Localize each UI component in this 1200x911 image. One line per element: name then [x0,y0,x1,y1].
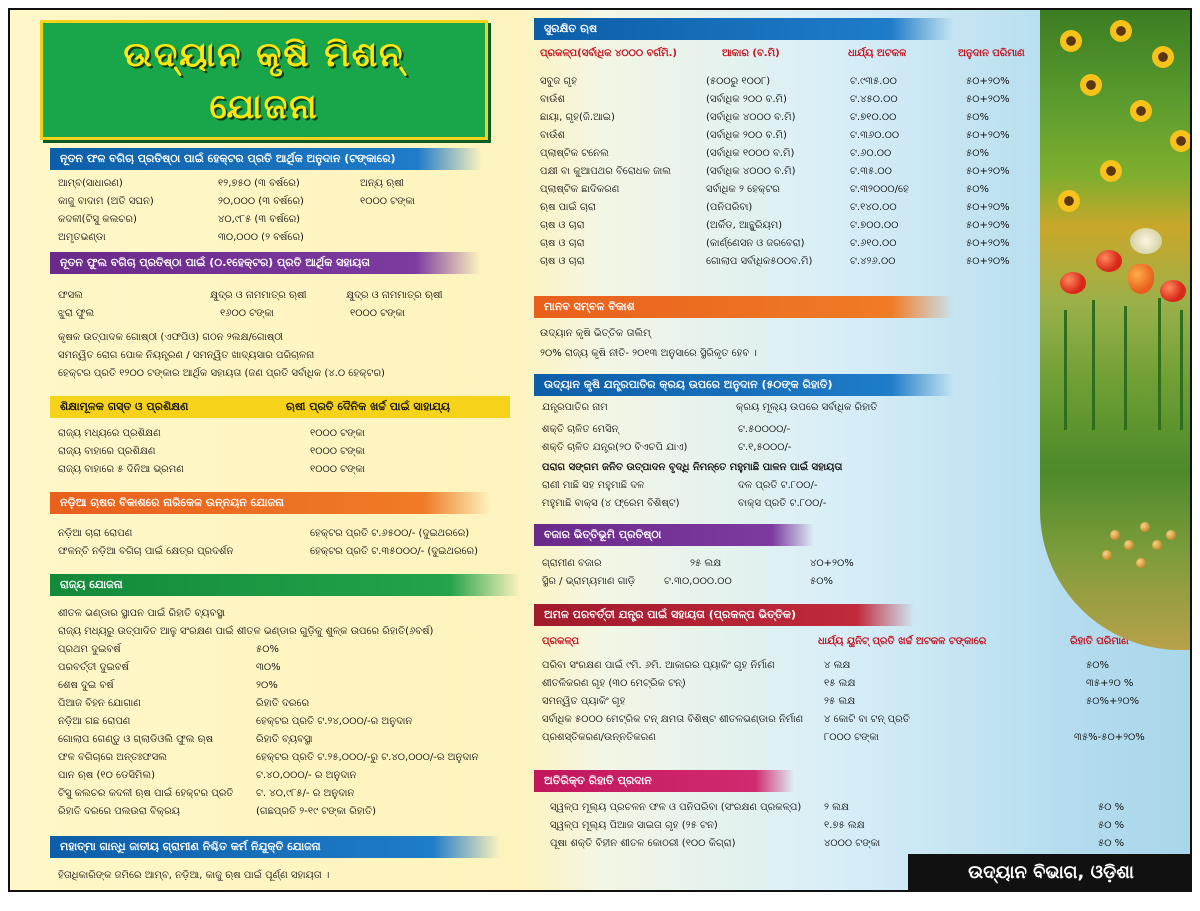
equipment-col-discount: କ୍ରୟ ମୂଲ୍ୟ ଉପରେ ସର୍ବାଧିକ ରିହାତି [736,402,878,413]
market-value: ଟ.୩୦,୦୦୦.୦୦ [664,576,732,587]
market-name: ଗ୍ରାମୀଣ ବଜାର [542,558,602,569]
palm-fruit-icon [1140,522,1150,532]
protected-size: (ସର୍ବାଧିକ ୨୦୦ ବ.ମି) [706,94,787,105]
beekeeping-value: ବାକ୍ସ ପ୍ରତି ଟ.୮୦୦/- [738,498,827,509]
state-value: ରିହାତି ବ୍ୟବସ୍ଥା [256,734,313,745]
postharvest-subsidy: ୩୫+୨୦ % [1086,678,1134,689]
state-value: ୨୦% [256,680,278,691]
fruit-name: କଦଳୀ(ଟିସୁ କଲଚର) [58,214,137,225]
training-heading-left: ଶିକ୍ଷାମୂଳକ ଗସ୍ତ ଓ ପ୍ରଶିକ୍ଷଣ [60,400,189,413]
postharvest-name: ଶୀତଳିକରଣ ଗୃହ (୩୦ ମେଟ୍ରିକ ଟନ୍) [542,678,686,689]
postharvest-value: ୮୦୦୦ ଟଙ୍କା [824,732,879,743]
beekeeping-name: ରାଣୀ ମାଛି ସହ ମହୁମାଛି ଦଳ [542,480,645,491]
training-value: ୧୦୦୦ ଟଙ୍କା [310,428,365,439]
footer-department: ଉଦ୍ୟାନ ବିଭାଗ, ଓଡ଼ିଶା [908,854,1192,892]
state-value: ହେକ୍ଟର ପ୍ରତି ଟ.୨୫,୦୦୦/-ରୁ ଟ.୪୦,୦୦୦/-ର ଅନୁଦାନ [256,752,479,763]
state-value: ରିହାତି ଦରରେ [256,698,310,709]
section-market-heading: ବଜାର ଭିତ୍ତିଭୂମି ପ୍ରତିଷ୍ଠା [534,524,814,546]
training-name: ରାଜ୍ୟ ବାହାରେ ୫ ଦିନିଆ ଭ୍ରମଣ [58,464,184,475]
palm-fruit-icon [1110,530,1120,540]
section-state-scheme-heading: ରାଜ୍ୟ ଯୋଜନା [50,574,520,596]
protected-subsidy: ୫୦% [966,112,989,123]
corn-stalk [1064,310,1067,430]
other-farmer-label: ଅନ୍ୟ ଋଷୀ [360,178,404,189]
coconut-value: ହେକ୍ଟର ପ୍ରତି ଟ.୩୫୦୦୦/- (ଦୁଇଥରରେ) [310,546,479,557]
protected-name: ଚାଷ ଓ ଚାରା [540,220,585,231]
coconut-value: ହେକ୍ଟର ପ୍ରତି ଟ.୬୫୦୦/- (ଦୁଇଥରରେ) [310,528,470,539]
title-box [40,20,488,140]
ipm-line: ସମନ୍ୱିତ ରୋଗ ପୋକ ନିୟନ୍ତ୍ରଣ / ସମନ୍ୱିତ ଖାଦ୍ୟସାର ପରିଚାଳନା [58,350,315,361]
protected-size: (ସର୍ବାଧିକ ୨୦୦ ବ.ମି) [706,130,787,141]
market-value: ୨୫ ଲକ୍ଷ [690,558,722,569]
fruit-value: ୪୦,୯୮୫ (୩ ବର୍ଷରେ) [218,214,301,225]
protected-cost: ଟ.୪୫୦.୦୦ [850,94,898,105]
hrd-line: ଉଦ୍ୟାନ କୃଷି ଭିତ୍ତିକ ତାଲିମ୍ [540,328,651,339]
poster [8,8,1192,892]
training-name: ରାଜ୍ୟ ବାହାରେ ପ୍ରଶିକ୍ଷଣ [58,446,156,457]
flower-col-crop: ଫସଲ [58,290,83,301]
fruit-name: ଅମୃତଭଣ୍ଡା [58,232,106,243]
extra-subsidy: ୫୦ % [1098,838,1125,849]
protected-cost: ଟ.୬୦.୦୦ [850,148,892,159]
protected-cost: ଟ.୩୫.୦୦ [850,166,892,177]
protected-col-subsidy: ଅନୁଦାନ ପରିମାଣ [958,48,1025,59]
state-name: ପିଆଜ ବିହନ ଯୋଗାଣ [58,698,141,709]
beekeeping-value: ଦଳ ପ୍ରତି ଟ.୮୦୦/- [738,480,818,491]
postharvest-subsidy: ୫୦% [1086,660,1109,671]
protected-cost: ଟ.୭୧୦.୦୦ [850,112,897,123]
section-protected-heading: ସୁରକ୍ଷିତ ଋଷ [534,18,954,40]
flower-value-small: ୧୬୦୦ ଟଙ୍କା [220,308,275,319]
state-value: ୩୦% [256,662,281,673]
palm-fruit-icon [1124,540,1134,550]
protected-name: ପ୍ଲାଷ୍ଟିକ ଛାଦିକରଣ [540,184,620,195]
training-value: ୧୦୦୦ ଟଙ୍କା [310,446,365,457]
protected-size: (ଅର୍କିଡ, ଆନ୍ଥୁରିୟମ) [706,220,783,231]
protected-size: (ସର୍ବାଧିକ ୪୦୦୦ ବ.ମି) [706,166,796,177]
title-line-1: ଉଦ୍ୟାନ କୃଷି ମିଶନ୍ [123,35,405,75]
section-equipment-heading: ଉଦ୍ୟାନ କୃଷି ଯନ୍ତ୍ରପାତିର କ୍ରୟ ଉପରେ ଅନୁଦାନ (୫୦ଙ୍କ ରିହାତି) [534,374,954,396]
coconut-name: ଫଳନ୍ତି ନଡ଼ିଆ ବଗିଚା ପାଇଁ କ୍ଷେତ୍ର ପ୍ରଦର୍ଶନ [58,546,234,557]
equipment-value: ଟ.୫୦୦୦୦/- [738,424,791,435]
section-training-heading [50,396,510,418]
market-subsidy: ୪୦+୨୦% [810,558,854,569]
training-value: ୧୦୦୦ ଟଙ୍କା [310,464,365,475]
postharvest-value: ୨୫ ଲକ୍ଷ [824,696,856,707]
protected-size: (ସର୍ବାଧିକ ୧୦୦୦ ବ.ମି) [706,148,795,159]
protected-name: ଚାଷ ଓ ଚାରା [540,238,585,249]
state-name: ରିହାତି ଦରରେ ପଲଉରା ବିକ୍ରୟ [58,806,180,817]
corn-stalk [1124,306,1127,430]
protected-cost: ଟ.୪୨୬.୦୦ [850,256,896,267]
state-name: ପ୍ରଥମ ଦୁଇବର୍ଷ [58,644,121,655]
sunflower-icon [1110,20,1132,42]
sunflower-icon [1060,30,1082,52]
section-hrd-heading: ମାନବ ସମ୍ବଳ ବିକାଶ [534,296,954,318]
hrd-line: ୨୦% ରାଜ୍ୟ କୃଷି ନୀତି- ୨୦୧୩ ଅନୁସାରେ ସ୍ଥିରିକୃତ ହେବ । [540,348,757,359]
section-coconut-heading: ନଡ଼ିଆ ଚାଷର ବିକାଶରେ ନାରିକେଳ ଉନ୍ନୟନ ଯୋଜନା [50,492,490,514]
training-heading-right: ଋଷୀ ପ୍ରତି ଦୈନିକ ଖର୍ଚ୍ଚ ପାଇଁ ସାହାଯ୍ୟ [286,400,450,413]
protected-size: ସର୍ବାଧିକ ୨ ହେକ୍ଟର [706,184,780,195]
protected-size: (ପନିପରିବା) [706,202,753,213]
sunflower-icon [1058,190,1080,212]
fruit-value: ୩୦,୦୦୦ (୨ ବର୍ଷରେ) [218,232,304,243]
tomato-icon [1160,280,1186,302]
extra-name: ସ୍ୱଳ୍ପ ମୂଲ୍ୟ ପିଆଜ ସାଇତା ଗୃହ (୨୫ ଟନ) [550,820,718,831]
protected-subsidy: ୫୦+୨୦% [966,238,1010,249]
other-farmer-value: ୧୦୦୦ ଟଙ୍କା [360,196,415,207]
section-fruit-heading: ନୂତନ ଫଳ ବଗିଚା ପ୍ରତିଷ୍ଠା ପାଇଁ ହେକ୍ଟର ପ୍ରତି ଆର୍ଥିକ ଅନୁଦାନ (ଟଙ୍କାରେ) [50,148,482,170]
title-line-2: ଯୋଜନା [209,87,319,127]
extra-value: ୧.୭୫ ଲକ୍ଷ [824,820,865,831]
flower-col-marginal: କ୍ଷୁଦ୍ର ଓ ନାମମାତ୍ର ଋଷୀ [346,290,443,301]
state-value: ହେକ୍ଟର ପ୍ରତି ଟ.୨୪,୦୦୦/-ର ଅନୁଦାନ [256,716,413,727]
flower-value-marginal: ୧୦୦୦ ଟଙ୍କା [350,308,405,319]
extra-subsidy: ୫୦ % [1098,802,1125,813]
beekeeping-name: ମହୁମାଛି ବାକ୍ସ (୪ ଫ୍ରେମ ବିଶିଷ୍ଟ) [542,498,680,509]
state-name: ଗୋଲାପ ଗେଣ୍ଡୁ ଓ ଗ୍ଲାଡିଓଲି ଫୁଲ ଋଷ [58,734,214,745]
flower-col-small: କ୍ଷୁଦ୍ର ଓ ନାମମାତ୍ର ଋଷୀ [210,290,307,301]
tomato-icon [1060,272,1086,294]
protected-cost: ଟ.୯୩୫.୦୦ [850,76,897,87]
sunflower-icon [1080,74,1102,96]
extra-subsidy: ୫୦ % [1098,820,1125,831]
tomato-icon [1096,250,1122,272]
protected-name: ଋଷ ପାଇଁ ଚାରା [540,202,596,213]
protected-subsidy: ୫୦+୨୦% [966,220,1010,231]
protected-subsidy: ୫୦+୨୦% [966,256,1010,267]
protected-cost: ଟ.୭୦୦.୦୦ [850,220,899,231]
postharvest-col-subsidy: ରିହାତି ପରିମାଣ [1070,636,1129,647]
protected-cost: ଟ.୩୨୦୦୦/ହେ [850,184,909,195]
produce-photo [1040,10,1192,650]
fpo-line: କୃଷକ ଉତ୍ପାଦକ ଗୋଷ୍ଠୀ (ଏଫପିଓ) ଗଠନ ୨ଲକ୍ଷ/ଗୋଷ୍ଠୀ [58,332,284,343]
equipment-name: ଶକ୍ତି ଚାଳିତ ମେସିନ୍ [542,424,619,435]
protected-cost: ଟ.୧୪୦.୦୦ [850,202,897,213]
sunflower-icon [1100,160,1122,182]
protected-col-cost: ଧାର୍ଯ୍ୟ ଅଟକଳ [848,48,907,59]
protected-subsidy: ୫୦+୨୦% [966,166,1010,177]
postharvest-value: ୧୫ ଲକ୍ଷ [824,678,856,689]
protected-subsidy: ୫୦+୨୦% [966,130,1010,141]
protected-subsidy: ୫୦+୨୦% [966,202,1010,213]
protected-size: ଗୋଲାପ ସର୍ବାଧିକ୫୦୦ବ.ମି) [706,256,813,267]
state-name: ଫଳ ବଗିଚାରେ ଅନ୍ତଃଫସଲ [58,752,167,763]
postharvest-value: ୪ କୋଟି ବା ଟନ୍ ପ୍ରତି [824,714,910,725]
extra-value: ୨ ଲକ୍ଷ [824,802,849,813]
flower-name: ଝୁରା ଫୁଲ [58,308,95,319]
protected-size: (କାର୍ଣ୍ଣେସନ ଓ ଜରବେରା) [706,238,805,249]
state-name: ପରବର୍ତ୍ତୀ ଦୁଇବର୍ଷ [58,662,129,673]
protected-subsidy: ୫୦% [966,184,989,195]
state-name: ନଡ଼ିଆ ଗଛ ରୋପଣ [58,716,131,727]
protected-name: ପକ୍ଷୀ ବା କୁଆପଥର ବିରୋଧକ ଜାଲ [540,166,671,177]
postharvest-name: ସମନ୍ୱିତ ପ୍ୟାକିଂ ଗୃହ [542,696,626,707]
protected-size: (ସର୍ବାଧିକ ୪୦୦୦ ବ.ମି) [706,112,796,123]
section-flower-heading: ନୂତନ ଫୁଲ ବଗିଚା ପ୍ରତିଷ୍ଠା ପାଇଁ (୦.୧ହେକ୍ଟର) ପ୍ରତି ଆର୍ଥିକ ସହାୟତା [50,252,480,274]
postharvest-col-project: ପ୍ରକଳ୍ପ [542,636,580,647]
coconut-name: ନଡ଼ିଆ ଚାରା ରୋପଣ [58,528,133,539]
postharvest-value: ୪ ଲକ୍ଷ [824,660,851,671]
market-name: ସ୍ଥିର / ଭ୍ରାମ୍ୟମାଣ ଗାଡ଼ି [542,576,636,587]
postharvest-name: ପରିବା ସଂରକ୍ଷଣ ପାଇଁ ୯ମି. ୬ମି. ଆକାରର ପ୍ୟାକିଂ ଗୃହ ନିର୍ମାଣ [542,660,775,671]
protected-name: ସବୁଜ ଗୃହ [540,76,577,87]
section-mgnrega-heading: ମହାତ୍ମା ଗାନ୍ଧି ଜାତୀୟ ଗ୍ରାମୀଣ ନିଶ୍ଚିତ କର୍ମ ନିଯୁକ୍ତି ଯୋଜନା [50,836,500,858]
equipment-col-name: ଯନ୍ତ୍ରପାତିର ନାମ [542,402,608,413]
fruit-value: ୨୦,୦୦୦ (୩ ବର୍ଷରେ) [218,196,304,207]
extra-name: ପୂଷା ଶକ୍ତି ବିହୀନ ଶୀତଳ କୋଠରୀ (୧୦୦ କିଗ୍ରା) [550,838,736,849]
extra-name: ସ୍ୱଳ୍ପ ମୂଲ୍ୟ ପ୍ରଚଳନ ଫଳ ଓ ପନିପରିବା (ସଂରକ୍ଷଣ ପ୍ରକଳ୍ପ) [550,802,802,813]
sunflower-icon [1170,130,1192,152]
beekeeping-subheading: ପରାଗ ସଙ୍ଗମ ଜନିତ ଉତ୍ପାଦନ ବୃଦ୍ଧି ନିମନ୍ତେ ମହୁମାଛି ପାଳନ ପାଇଁ ସହାୟତା [542,462,843,473]
state-value: ଟ. ୪୦,୯୮୫/- ର ଅନୁଦାନ [256,788,355,799]
protected-col-project: ପ୍ରକଳ୍ପ(ସର୍ବାଧିକ ୪୦୦୦ ବର୍ଗମି.) [540,48,677,59]
palm-fruit-icon [1136,558,1146,568]
training-name: ରାଜ୍ୟ ମଧ୍ୟରେ ପ୍ରଶିକ୍ଷଣ [58,428,161,439]
pepper-icon [1128,264,1154,294]
palm-fruit-icon [1102,550,1112,560]
equipment-name: ଶକ୍ତି ଚାଳିତ ଯନ୍ତ୍ର(୨୦ ବିଏଚପି ଯାଏ) [542,442,688,453]
state-name: ପାନ ଋଷ (୧୦ ଡେସିମିଲ) [58,770,156,781]
state-line: ରାଜ୍ୟ ମଧ୍ୟରୁ ଉତ୍ପାଦିତ ଆଳୁ ସଂରକ୍ଷଣ ପାଇଁ ଶୀତଳ ଭଣ୍ଡାର ଗୁଡ଼ିକୁ ଶୁଳ୍କ ଉପରେ ରିହାତି(୬ବର୍ଷ) [58,626,434,637]
postharvest-subsidy: ୫୦%+୨୦% [1086,696,1140,707]
fruit-value: ୧୨,୭୫୦ (୩ ବର୍ଷରେ) [218,178,300,189]
section-extra-heading: ଅତିରିକ୍ତ ରିହାତି ପ୍ରଦାନ [534,770,794,792]
protected-size: (୫୦୦ରୁ ୧୦୦୮) [706,76,771,87]
state-value: ଟ.୪୦,୦୦୦/- ର ଅନୁଦାନ [256,770,357,781]
protected-col-size: ଆକାର (ବ.ମି) [722,48,780,59]
fruit-name: ଆମ୍ବ(ସାଧାରଣ) [58,178,123,189]
protected-name: ଚାଷ ଓ ଚାରା [540,256,585,267]
postharvest-name: ପ୍ରଶସ୍ତିକରଣ/ଉନ୍ନତିକରଣ [542,732,656,743]
protected-name: ବାଉଁଶ [540,130,565,141]
protected-name: ବାଉଁଶ [540,94,565,105]
assistance-line: ହେକ୍ଟର ପ୍ରତି ୧୨୦୦ ଟଙ୍କାର ଆର୍ଥିକ ସହାୟତା (ଜଣ ପ୍ରତି ସର୍ବାଧିକ (୪.୦ ହେକ୍ଟର) [58,368,385,379]
protected-name: ପ୍ଲାଷ୍ଟିକ ଟନେଲ [540,148,609,159]
protected-cost: ଟ.୬୧୦.୦୦ [850,238,897,249]
section-postharvest-heading: ଅମଳ ପରବର୍ତ୍ତୀ ଯନ୍ତ୍ର ପାଇଁ ସହାୟତା (ପ୍ରକଳ୍ପ ଭିତ୍ତିକ) [534,604,914,626]
mgnrega-line: ହିତାଧିକାରିଙ୍କ ଜମିରେ ଆମ୍ବ, ନଡ଼ିଆ, କାଜୁ ଋଷ ପାଇଁ ପୂର୍ଣ୍ଣ ସହାୟତା । [58,870,330,881]
postharvest-col-cost: ଧାର୍ଯ୍ୟ ୟୁନିଟ୍ ପ୍ରତି ଖର୍ଚ୍ଚ ଅଟକଳ ଟଙ୍କାରେ [818,636,987,647]
fruit-name: କାଜୁ ବାଦାମ (ଅତି ସଘନ) [58,196,154,207]
state-value: ୫୦% [256,644,279,655]
protected-subsidy: ୫୦% [966,148,989,159]
cauliflower-icon [1130,228,1162,254]
protected-cost: ଟ.୩୬୦.୦୦ [850,130,900,141]
palm-fruit-icon [1166,530,1176,540]
corn-stalk [1180,310,1183,430]
state-name: ଟିସୁ କଲଚର କଦଳୀ ଋଷ ପାଇଁ ହେକ୍ଟର ପ୍ରତି [58,788,234,799]
extra-value: ୪୦୦୦ ଟଙ୍କା [824,838,881,849]
protected-subsidy: ୫୦+୨୦% [966,94,1010,105]
postharvest-subsidy: ୩୫%-୫୦+୨୦% [1074,732,1145,743]
postharvest-name: ସର୍ବାଧିକ ୫୦୦୦ ମେଟ୍ରିକ ଟନ୍ କ୍ଷମତା ବିଶିଷ୍ଟ ଶୀତଳଭଣ୍ଡାର ନିର୍ମାଣ [542,714,804,725]
state-value: (ଗଛପ୍ରତି ୨-୧୯ ଟଙ୍କା ରିହାତି) [256,806,377,817]
sunflower-icon [1130,100,1152,122]
market-subsidy: ୫୦% [810,576,833,587]
palm-fruit-icon [1152,540,1162,550]
equipment-value: ଟ.୧,୫୦୦୦/- [738,442,792,453]
corn-stalk [1092,300,1095,430]
corn-stalk [1158,298,1161,430]
protected-subsidy: ୫୦+୨୦% [966,76,1010,87]
state-line: ଶୀତଳ ଭଣ୍ଡାର ସ୍ଥାପନ ପାଇଁ ରିହାତି ବ୍ୟବସ୍ଥା [58,608,226,619]
state-name: ଶେଷ ଦୁଇ ବର୍ଷ [58,680,114,691]
sunflower-icon [1152,46,1174,68]
protected-name: ଛାୟା, ଗୃହ(ଜି.ଆଇ) [540,112,615,123]
